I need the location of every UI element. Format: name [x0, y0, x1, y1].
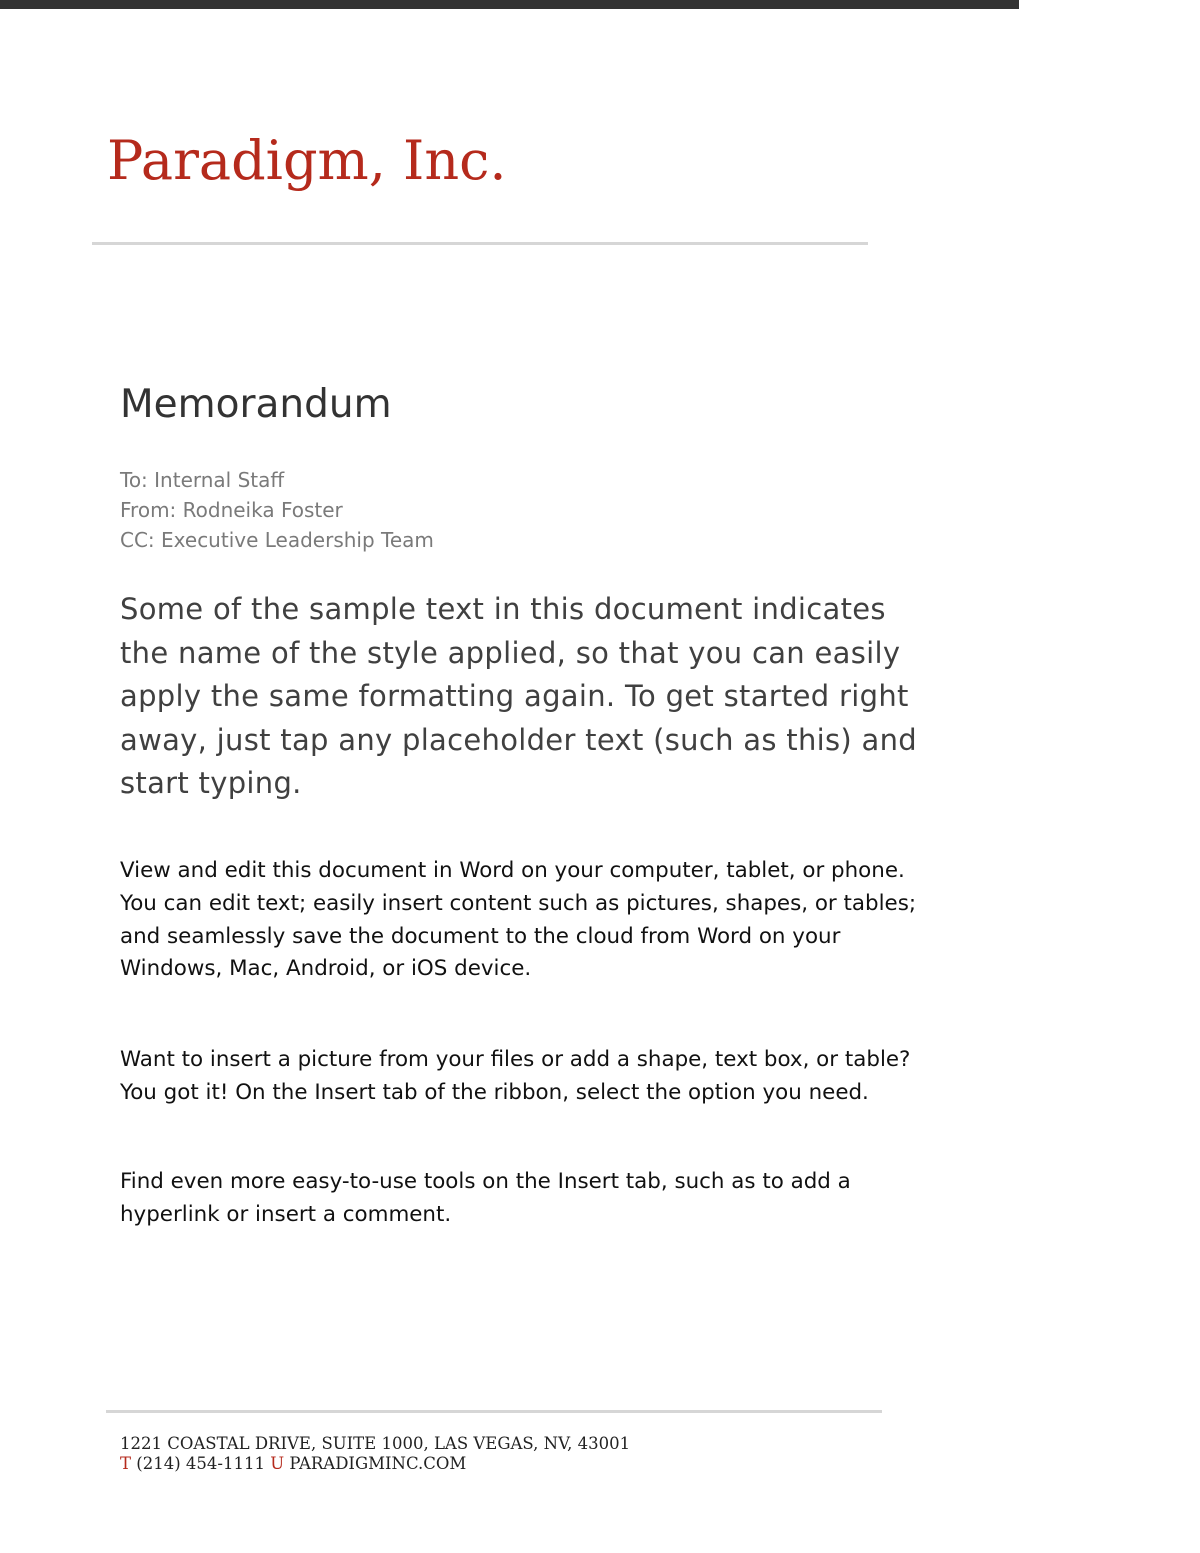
memo-from-line: From: Rodneika Foster [120, 498, 343, 522]
body-paragraph: View and edit this document in Word on your computer, tablet, or phone. You can edit text; easily insert content such as pictures, shapes, or tables; and seamlessly save the document to the cloud from Word on your Windows, Mac, Android, or iOS device. [120, 858, 917, 982]
memo-title: Memorandum [120, 382, 392, 427]
footer-divider [106, 1410, 882, 1413]
memo-header-fields [120, 465, 434, 555]
website-label: U [270, 1454, 285, 1473]
company-name: Paradigm, Inc. [107, 129, 507, 192]
top-border-bar [0, 0, 1019, 9]
memo-cc-line: CC: Executive Leadership Team [120, 528, 434, 552]
phone-label: T [120, 1454, 132, 1473]
header-divider [92, 242, 868, 245]
footer-contact [120, 1434, 630, 1474]
footer-address: 1221 COASTAL DRIVE, SUITE 1000, LAS VEGAS, NV, 43001 [120, 1434, 631, 1453]
body-paragraph: Want to insert a picture from your files or add a shape, text box, or table? You got it! On the Insert tab of the ribbon, select the option you need. [120, 1047, 911, 1105]
body-paragraph: Find even more easy-to-use tools on the Insert tab, such as to add a hyperlink or insert a comment. [120, 1169, 851, 1227]
phone-number: (214) 454-1111 [136, 1454, 265, 1473]
memo-to-line: To: Internal Staff [120, 468, 285, 492]
intro-paragraph: Some of the sample text in this document indicates the name of the style applied, so that you can easily apply the same formatting again. To get started right away, just tap any placeholder text (such as this) and start typing. [120, 592, 917, 801]
website-url: PARADIGMINC.COM [289, 1454, 467, 1473]
footer-contact-line [120, 1454, 630, 1474]
